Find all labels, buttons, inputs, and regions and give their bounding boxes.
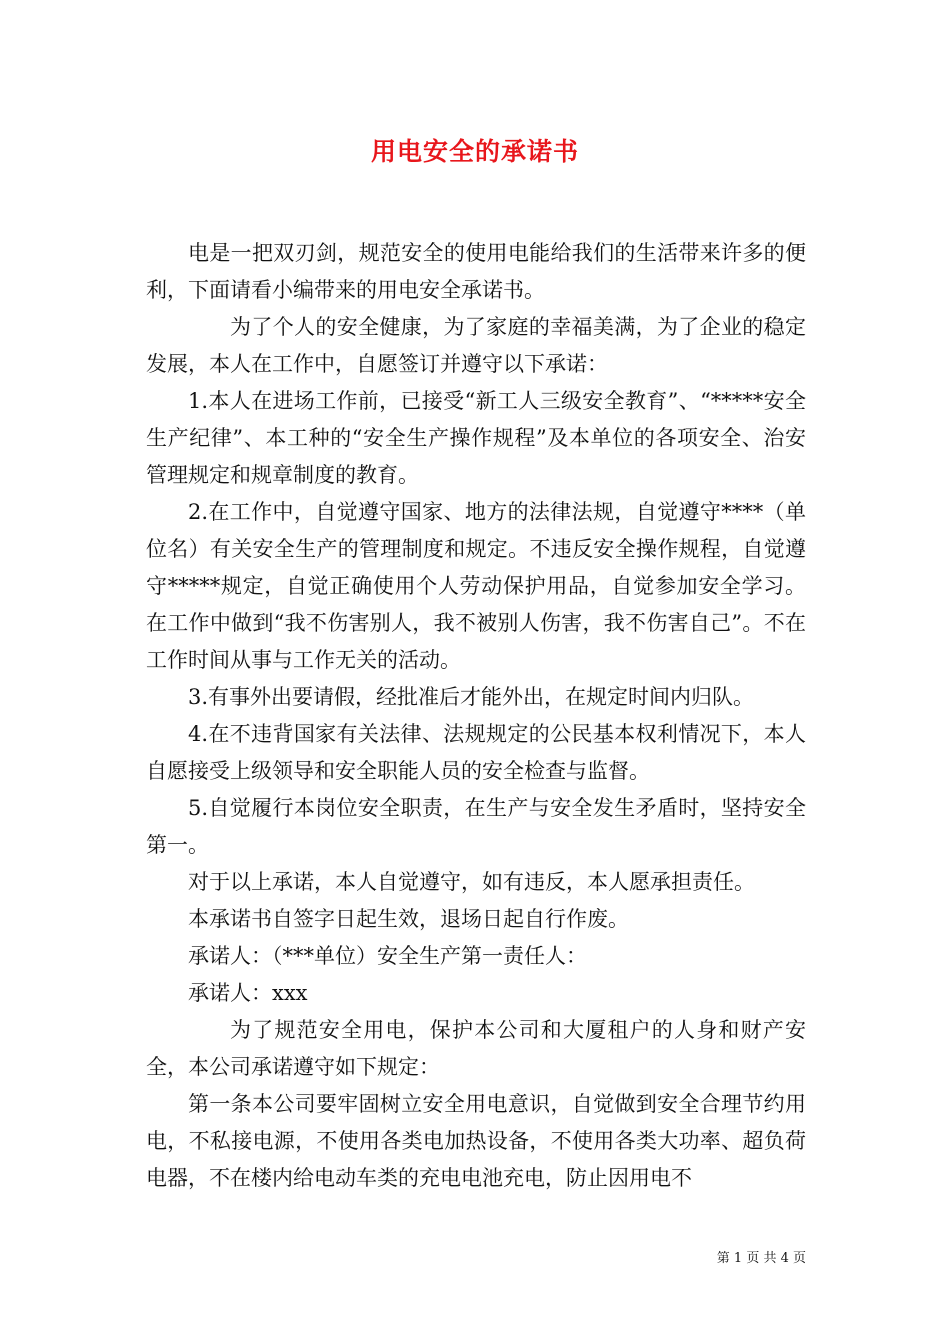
document-title: 用电安全的承诺书 [370,137,579,166]
paragraph: 承诺人：xxx [188,981,308,1005]
paragraph: 对于以上承诺，本人自觉遵守，如有违反，本人愿承担责任。 [188,870,755,894]
paragraph: 为了个人的安全健康，为了家庭的幸福美满，为了企业的稳定发展，本人在工作中，自愿签订并遵守以下承诺： [146,315,806,376]
paragraph: 1.本人在进场工作前，已接受“新工人三级安全教育”、“*****安全生产纪律”、本工种的“安全生产操作规程”及本单位的各项安全、治安管理规定和规章制度的教育。 [146,389,806,487]
paragraph: 本承诺书自签字日起生效，退场日起自行作废。 [188,907,629,931]
paragraph: 为了规范安全用电，保护本公司和大厦租户的人身和财产安全，本公司承诺遵守如下规定： [146,1018,806,1079]
paragraph: 5.自觉履行本岗位安全职责，在生产与安全发生矛盾时，坚持安全第一。 [146,796,806,857]
page-number: 第 1 页 共 4 页 [716,1251,806,1266]
paragraph: 4.在不违背国家有关法律、法规规定的公民基本权利情况下，本人自愿接受上级领导和安全职能人员的安全检查与监督。 [146,722,806,783]
paragraph: 第一条本公司要牢固树立安全用电意识，自觉做到安全合理节约用电，不私接电源，不使用各类电加热设备，不使用各类大功率、超负荷电器，不在楼内给电动车类的充电电池充电，防止因用电不 [146,1092,806,1190]
paragraph: 电是一把双刃剑，规范安全的使用电能给我们的生活带来许多的便利，下面请看小编带来的用电安全承诺书。 [146,241,806,302]
paragraph: 承诺人：（***单位）安全生产第一责任人： [188,944,587,968]
paragraph: 2.在工作中，自觉遵守国家、地方的法律法规，自觉遵守****（单位名）有关安全生产的管理制度和规定。不违反安全操作规程，自觉遵守*****规定，自觉正确使用个人劳动保护用品，自觉参加安全学习。在工作中做到“我不伤害别人，我不被别人伤害，我不伤害自己”。不在工作时间从事与工作无关的活动。 [146,500,806,672]
paragraph: 3.有事外出要请假，经批准后才能外出，在规定时间内归队。 [188,685,755,709]
document-body [146,235,806,1197]
